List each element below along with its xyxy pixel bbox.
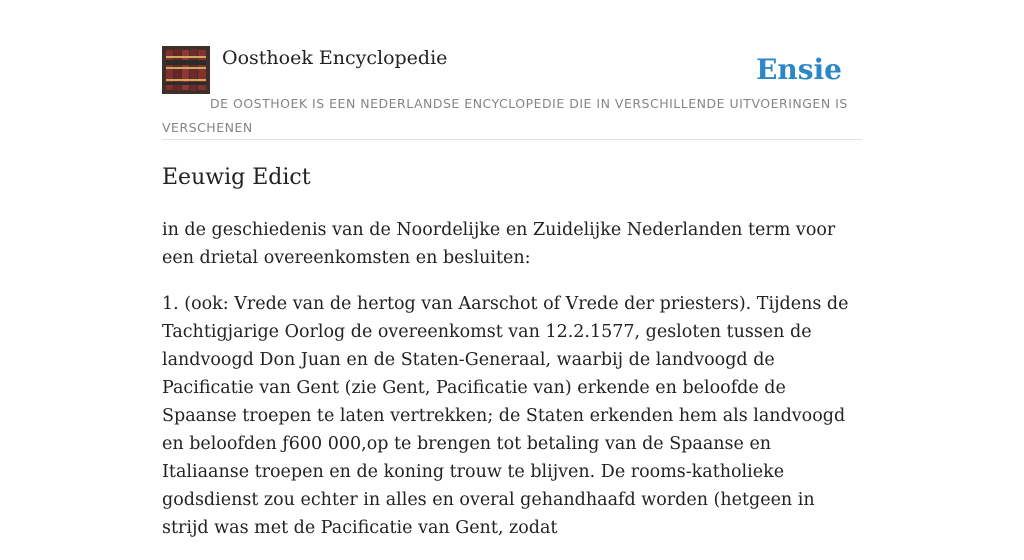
site-tagline: DE OOSTHOEK IS EEN NEDERLANDSE ENCYCLOPEDIE DIE IN VERSCHILLENDE UITVOERINGEN IS VERSCHENEN bbox=[162, 96, 848, 135]
avatar-image bbox=[162, 46, 210, 94]
article-paragraph: in de geschiedenis van de Noordelijke en Zuidelijke Nederlanden term voor een drietal overeenkomsten en besluiten: bbox=[162, 220, 836, 268]
book-spines-avatar-icon[interactable] bbox=[162, 46, 210, 94]
article-body bbox=[162, 216, 862, 560]
article-title: Eeuwig Edict bbox=[162, 165, 311, 190]
site-title[interactable]: Oosthoek Encyclopedie bbox=[222, 47, 448, 69]
article-paragraph: 1. (ook: Vrede van de hertog van Aarschot of Vrede der priesters). Tijdens de Tachtigjarige Oorlog de overeenkomst van 12.2.1577, gesloten tussen de landvoogd Don Juan en de Staten-Generaal, waarbij de landvoogd de Pacificatie van Gent (zie Gent, Pacificatie van) erkende en beloofde de Spaanse troepen te laten vertrekken; de Staten erkenden hem als landvoogd en beloofden ƒ600 000,op te brengen tot betaling van de Spaanse en Italiaanse troepen en de koning trouw te blijven. De rooms-katholieke godsdienst zou echter in alles en overal gehandhaafd worden (hetgeen in strijd was met de Pacificatie van Gent, zodat bbox=[162, 294, 849, 538]
site-header bbox=[162, 46, 862, 140]
brand-logo[interactable]: Ensie bbox=[756, 53, 842, 86]
